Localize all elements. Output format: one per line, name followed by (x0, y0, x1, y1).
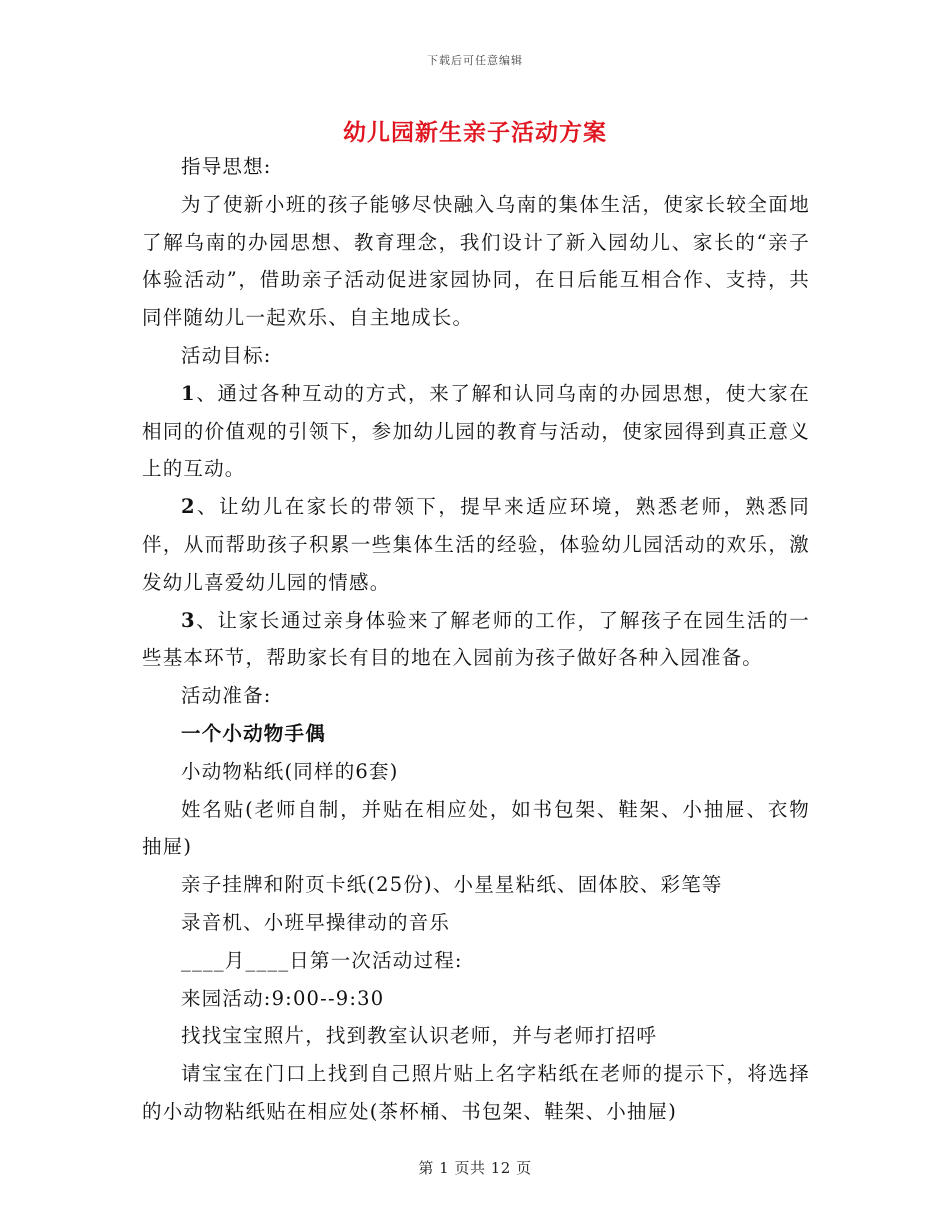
step-find-photo: 找找宝宝照片，找到教室认识老师，并与老师打招呼 (181, 1024, 658, 1048)
prep-item-recorder: 录音机、小班早操律动的音乐 (181, 910, 451, 934)
goal-text: 、让幼儿在家长的带领下，提早来适应环境，熟悉老师，熟悉同伴，从而帮助孩子积累一些集体生活的经验，体验幼儿园活动的欢乐，激发幼儿喜爱幼儿园的情感。 (142, 495, 810, 594)
goal-item-1 (142, 375, 810, 488)
goal-item-2 (142, 488, 810, 601)
goal-text: 、通过各种互动的方式，来了解和认同乌南的办园思想，使大家在相同的价值观的引领下，参加幼儿园的教育与活动，使家园得到真正意义上的互动。 (142, 381, 810, 481)
heading-activity-preparation: 活动准备: (181, 684, 272, 708)
paragraph-guiding-idea: 为了使新小班的孩子能够尽快融入乌南的集体生活，使家长较全面地了解乌南的办园思想、教育理念，我们设计了新入园幼儿、家长的“亲子体验活动”，借助亲子活动促进家园协同，在日后能互相合作、支持，共同伴随幼儿一起欢乐、自主地成长。 (142, 192, 810, 330)
goal-number: 3 (181, 608, 196, 632)
header-note: 下载后可任意编辑 (427, 54, 523, 67)
goal-number: 1 (181, 381, 196, 405)
document-title: 幼儿园新生亲子活动方案 (343, 119, 607, 146)
step-stickers: 请宝宝在门口上找到自己照片贴上名字粘纸在老师的提示下，将选择的小动物粘纸贴在相应处(茶杯桶、书包架、鞋架、小抽屉) (142, 1062, 810, 1123)
heading-first-activity: ____月____日第一次活动过程: (181, 948, 463, 972)
goal-number: 2 (181, 495, 196, 519)
heading-activity-goals: 活动目标: (181, 343, 272, 367)
prep-item-stickers: 小动物粘纸(同样的6套) (181, 759, 399, 783)
goal-item-3 (142, 602, 810, 678)
heading-guiding-idea: 指导思想: (181, 155, 272, 178)
goal-text: 、让家长通过亲身体验来了解老师的工作，了解孩子在园生活的一些基本环节，帮助家长有目的地在入园前为孩子做好各种入园准备。 (142, 608, 810, 670)
prep-item-name-labels: 姓名贴(老师自制，并贴在相应处，如书包架、鞋架、小抽屉、衣物抽屉) (142, 797, 810, 859)
schedule-arrival: 来园活动:9:00--9:30 (181, 986, 385, 1010)
document-body (142, 148, 810, 1131)
prep-item-tags: 亲子挂牌和附页卡纸(25份)、小星星粘纸、固体胶、彩笔等 (181, 873, 723, 897)
page-footer: 第 1 页共 12 页 (418, 1159, 532, 1177)
prep-item-hand-puppet: 一个小动物手偶 (181, 721, 326, 745)
